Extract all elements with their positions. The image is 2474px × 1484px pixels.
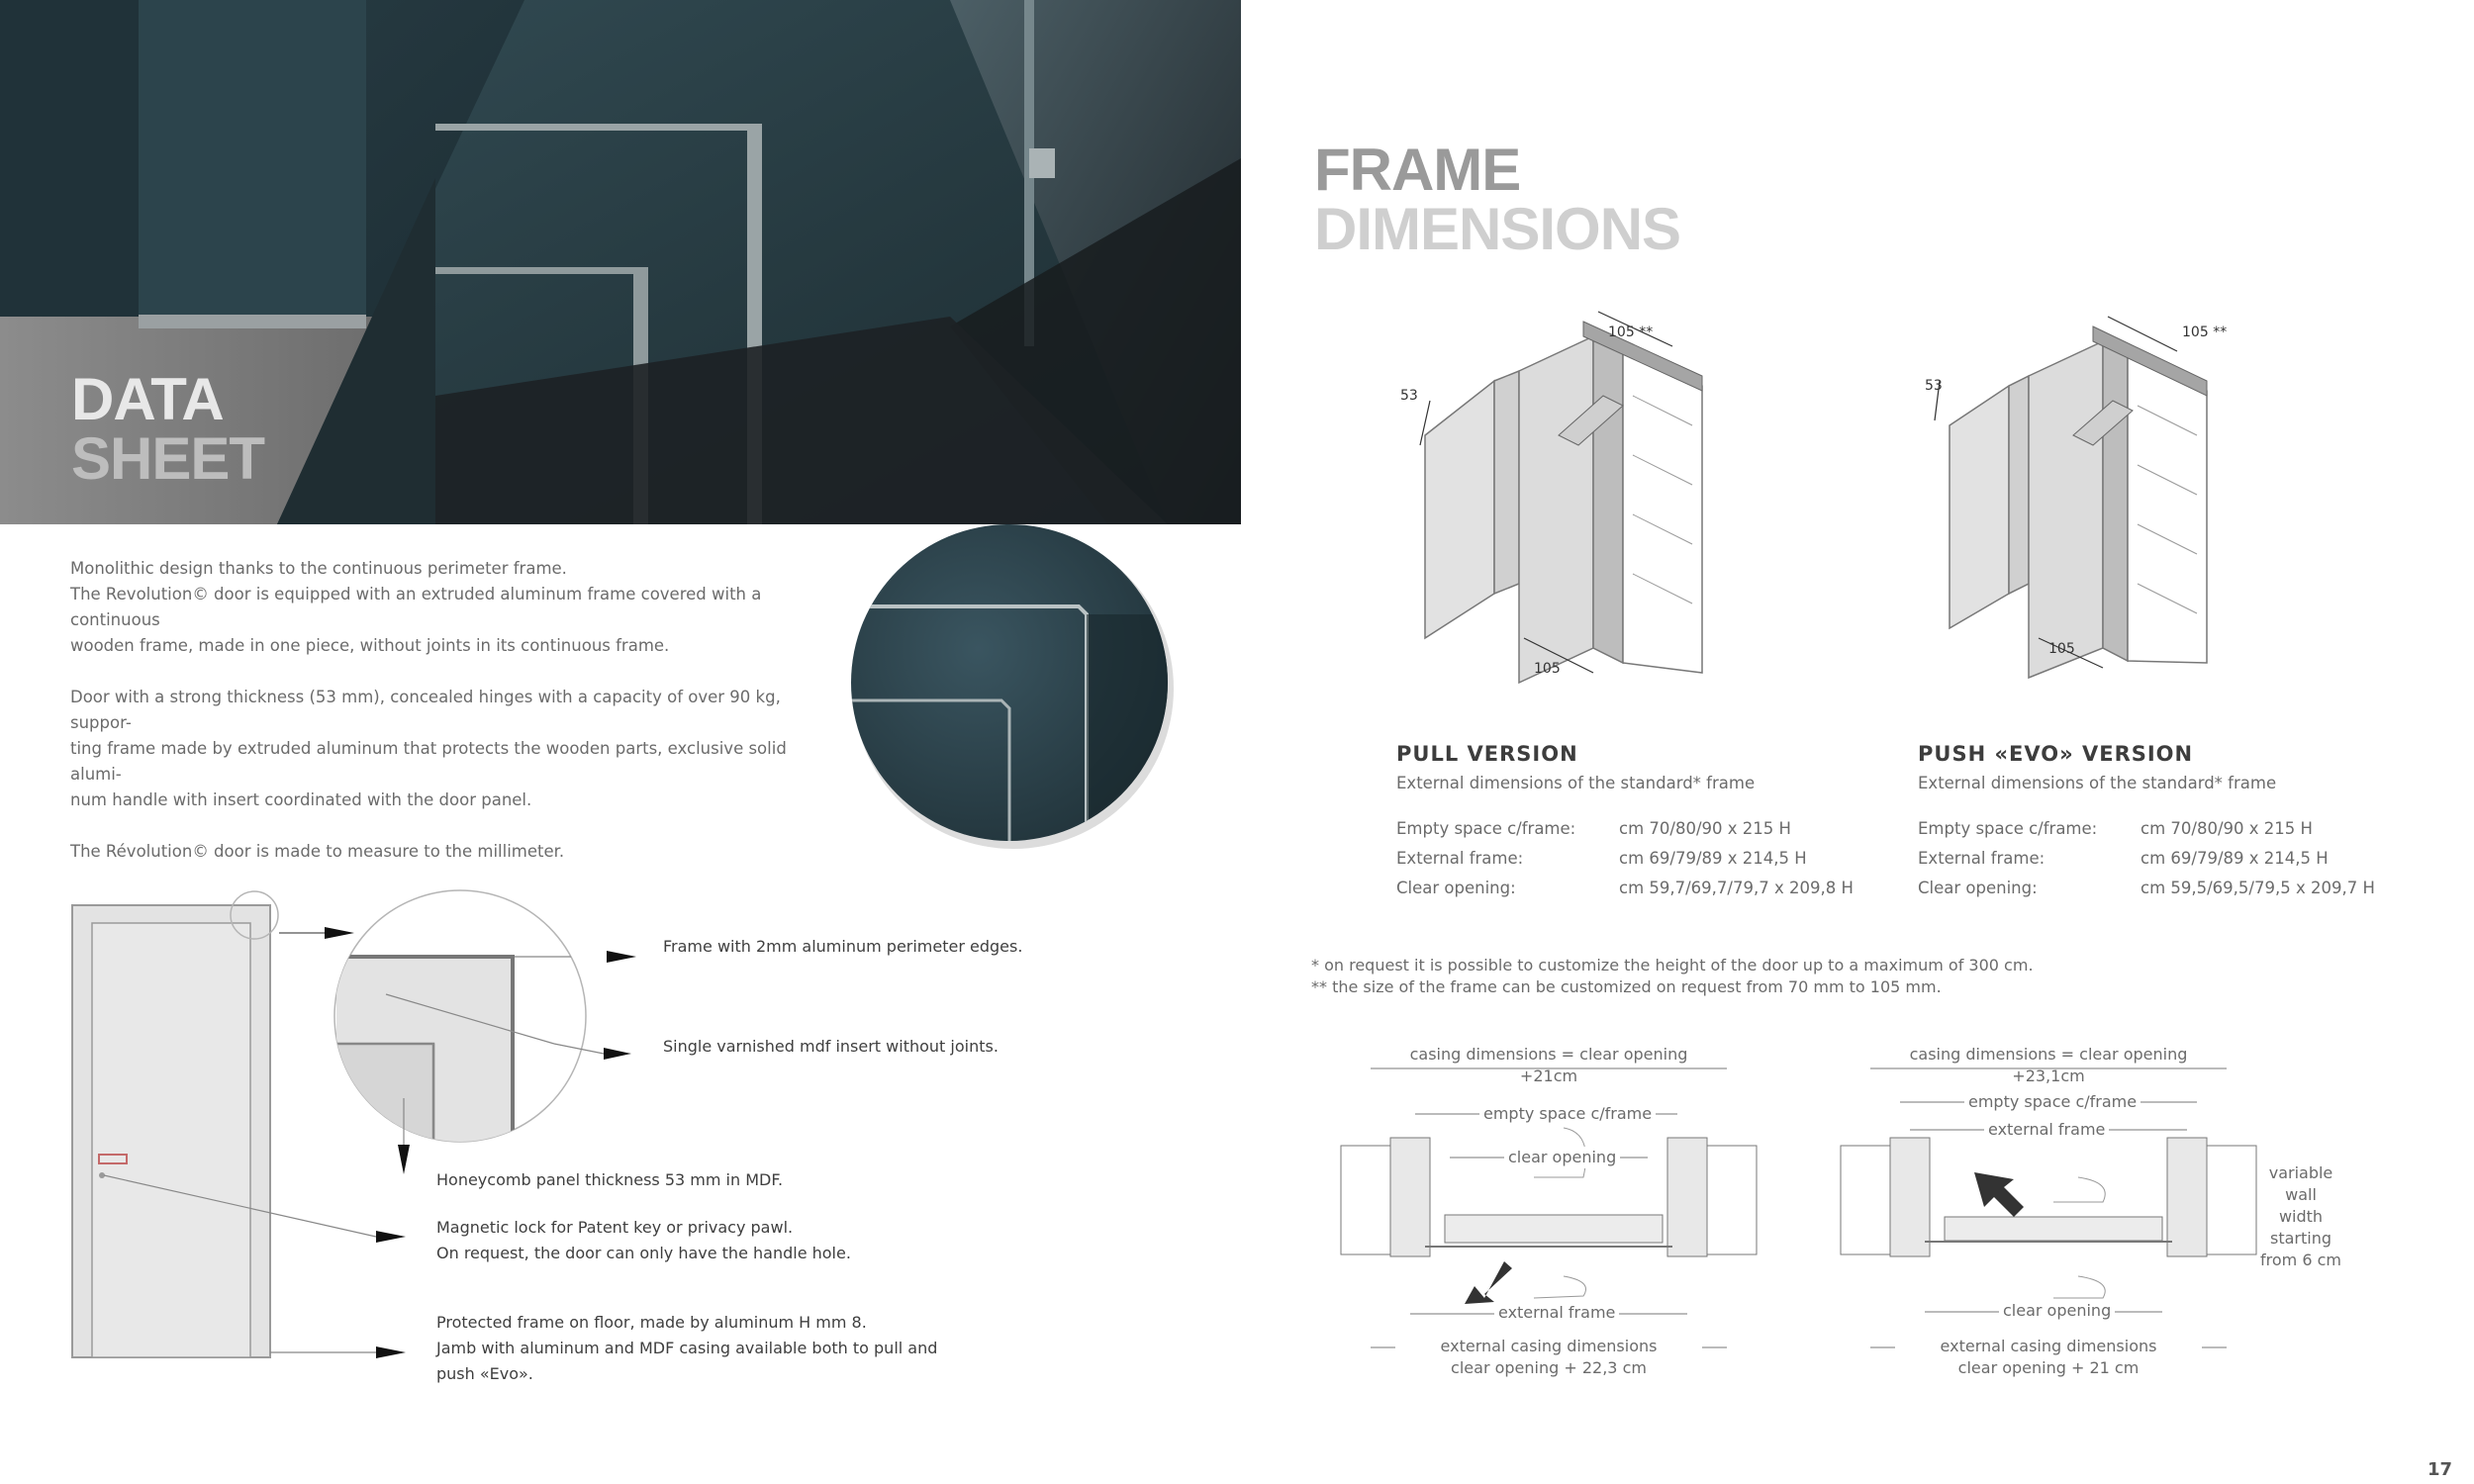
callout-floor-line2: Jamb with aluminum and MDF casing available both to pull and [436,1339,938,1357]
callout-lock-line1: Magnetic lock for Patent key or privacy pawl. [436,1218,794,1237]
footnote-2: ** the size of the frame can be customized on request from 70 mm to 105 mm. [1311,977,1942,996]
pull-ext-casing-label [1395,1336,1702,1379]
intro-p3-line1: The Révolution© door is made to measure to the millimeter. [70,842,565,861]
push-dim-star: ** [2213,325,2228,340]
callout-frame-edges: Frame with 2mm aluminum perimeter edges. [663,937,1023,956]
spec-row [1396,844,1891,874]
callout-lock-line2: On request, the door can only have the handle hole. [436,1244,851,1262]
spec-row [1396,814,1891,844]
spec-label: External frame: [1396,849,1524,868]
push-casing-line1: casing dimensions = clear opening [1909,1045,2188,1064]
push-wall-line1: variable wall [2268,1163,2333,1204]
intro-p1-line1: Monolithic design thanks to the continuous perimeter frame. [70,559,567,578]
title-line-data: DATA [71,366,224,432]
pull-dim-53: 53 [1400,388,1418,404]
pull-version-specs [1396,742,1891,903]
callout-floor-frame [436,1310,951,1387]
spec-label: Clear opening: [1918,879,2038,897]
page-number: 17 [2426,1459,2452,1480]
intro-p1-line2: The Revolution© door is equipped with an extruded aluminum frame covered with a continuous [70,585,762,629]
door-elevation-diagram [59,885,1049,1383]
push-wall-line2: width starting [2269,1207,2331,1248]
push-dim-105-bottom: 105 [2048,641,2075,657]
callout-floor-line1: Protected frame on floor, made by aluminum H mm 8. [436,1313,867,1332]
push-casing-label [1875,1044,2222,1087]
pull-version-title: PULL VERSION [1396,742,1578,766]
push-dim-105-top-value: 105 [2182,325,2209,340]
pull-spec-table [1396,814,1891,903]
spec-value: cm 69/79/89 x 214,5 H [1619,849,1807,868]
pull-version-subtitle: External dimensions of the standard* frame [1396,774,1756,792]
push-empty-space-label: empty space c/frame [1964,1091,2141,1113]
pull-dim-star: ** [1639,325,1654,340]
spec-label: Clear opening: [1396,879,1516,897]
spec-row [1918,844,2442,874]
spec-row [1918,874,2442,903]
spec-row [1396,874,1891,903]
footnote-1: * on request it is possible to customize the height of the door up to a maximum of 300 cm. [1311,956,2034,974]
spec-value: cm 59,7/69,7/79,7 x 209,8 H [1619,879,1854,897]
intro-text [70,556,793,890]
footnotes [1311,955,2034,998]
spec-value: cm 70/80/90 x 215 H [1619,819,1791,838]
intro-paragraph-3 [70,839,793,865]
callout-honeycomb: Honeycomb panel thickness 53 mm in MDF. [436,1170,784,1189]
pull-casing-line1: casing dimensions = clear opening [1409,1045,1688,1064]
push-ext-casing-line2: clear opening + 21 cm [1957,1358,2140,1377]
intro-paragraph-1 [70,556,793,659]
title-line-dimensions: DIMENSIONS [1314,196,1681,262]
data-sheet-title [71,366,265,492]
pull-dim-105-bottom: 105 [1534,661,1561,677]
push-casing-line2: +23,1cm [2012,1067,2085,1085]
intro-p2-line1: Door with a strong thickness (53 mm), concealed hinges with a capacity of over 90 kg, suppor- [70,688,781,732]
pull-ext-casing-line1: external casing dimensions [1440,1337,1658,1355]
push-spec-table [1918,814,2442,903]
spec-value: cm 59,5/69,5/79,5 x 209,7 H [2141,879,2375,897]
pull-dim-105-top-value: 105 [1608,325,1635,340]
push-version-subtitle: External dimensions of the standard* frame [1918,774,2277,792]
spec-row [1918,814,2442,844]
push-iso-drawing [1910,297,2266,683]
pull-casing-line2: +21cm [1519,1067,1578,1085]
push-wall-label [2251,1162,2350,1271]
frame-dimensions-title [1314,137,1681,262]
intro-p1-line3: wooden frame, made in one piece, without joints in its continuous frame. [70,636,670,655]
title-line-frame: FRAME [1314,137,1521,203]
pull-iso-drawing [1385,297,1742,693]
push-ext-casing-line1: external casing dimensions [1940,1337,2157,1355]
push-plan-section [1836,1039,2350,1385]
callout-floor-line3: push «Evo». [436,1364,533,1383]
door-corner-detail-photo [841,512,1183,854]
pull-plan-section [1336,1039,1761,1385]
pull-empty-space-label: empty space c/frame [1479,1103,1656,1125]
pull-ext-casing-line2: clear opening + 22,3 cm [1451,1358,1647,1377]
push-ext-casing-label [1895,1336,2202,1379]
intro-p2-line2: ting frame made by extruded aluminum that protects the wooden parts, exclusive solid alumi- [70,739,787,784]
callout-magnetic-lock [436,1215,851,1266]
pull-casing-label [1376,1044,1722,1087]
pull-dim-105-top [1608,325,1653,340]
spec-value: cm 69/79/89 x 214,5 H [2141,849,2329,868]
push-version-title: PUSH «EVO» VERSION [1918,742,2194,766]
push-dim-53: 53 [1925,378,1943,394]
push-version-specs [1918,742,2442,903]
push-dim-105-top [2182,325,2227,340]
title-line-sheet: SHEET [71,425,265,492]
pull-clear-opening-label: clear opening [1504,1147,1620,1168]
spec-label: Empty space c/frame: [1918,819,2098,838]
spec-label: Empty space c/frame: [1396,819,1576,838]
pull-external-frame-label: external frame [1494,1302,1619,1324]
callout-mdf-insert: Single varnished mdf insert without joints. [663,1037,999,1056]
push-wall-line3: from 6 cm [2260,1251,2341,1269]
push-clear-opening-label: clear opening [1999,1300,2115,1322]
push-external-frame-label: external frame [1984,1119,2109,1141]
intro-paragraph-2 [70,685,793,813]
intro-p2-line3: num handle with insert coordinated with the door panel. [70,790,532,809]
spec-value: cm 70/80/90 x 215 H [2141,819,2313,838]
spec-label: External frame: [1918,849,2046,868]
